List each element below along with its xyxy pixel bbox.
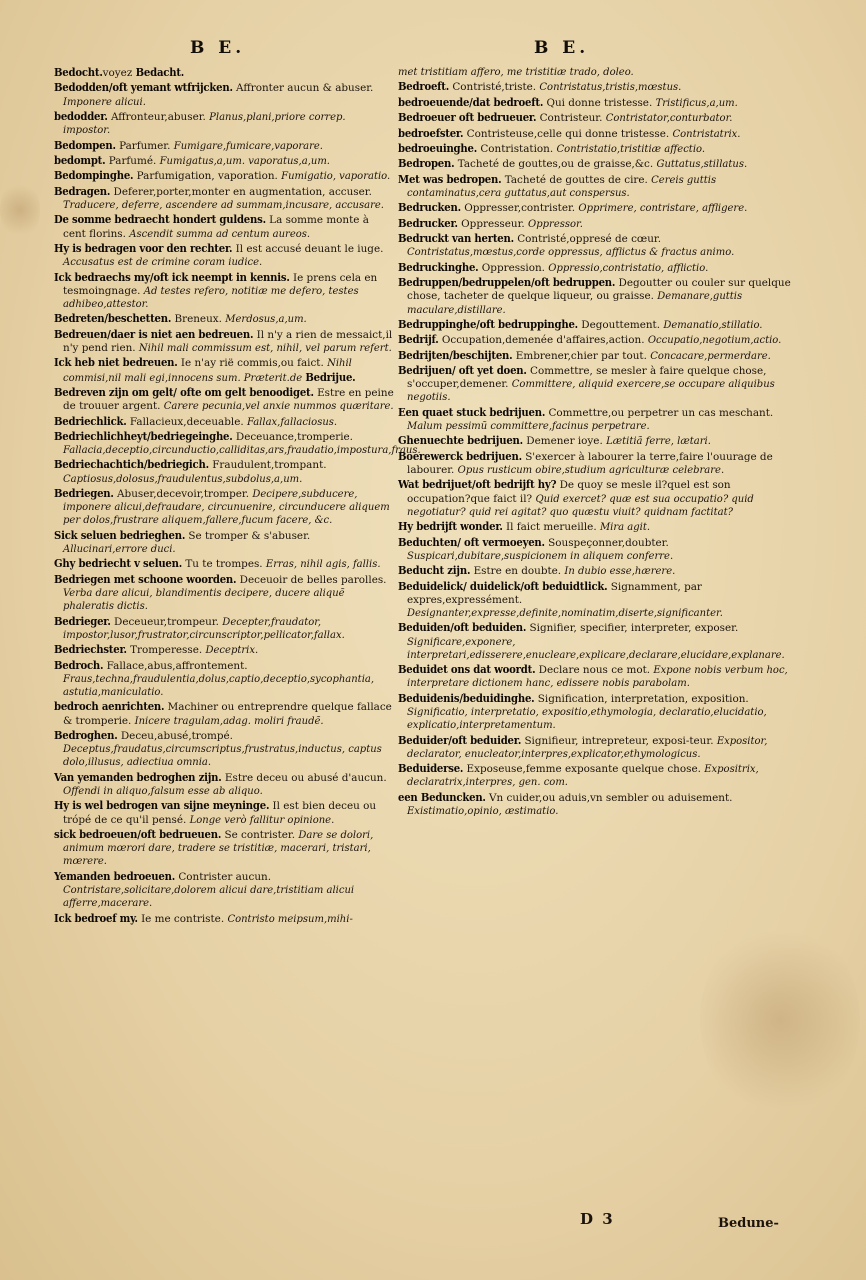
french-gloss: Tacheté de gouttes,ou de graisse,&c. (454, 158, 657, 171)
headword: Bedruppinghe/oft bedruppinghe. (398, 316, 578, 331)
headword: bedodder. (54, 108, 108, 123)
dictionary-entry (398, 478, 791, 519)
headword: Bedroeuer oft bedrueuer. (398, 110, 537, 125)
latin-gloss: Contristator,conturbator. (605, 113, 733, 125)
latin-gloss: Ad testes refero, notitiæ me defero, testes adhibeo,attestor. (63, 285, 359, 310)
latin-gloss: Expositor, declarator, enucleator,interpres,explicator,ethymologicus. (407, 735, 768, 760)
latin-gloss: Captiosus,dolosus,fraudulentus,subdolus,a,um. (63, 473, 303, 485)
french-gloss: Breneux. (171, 313, 226, 326)
headword: Van yemanden bedroghen zijn. (54, 769, 222, 784)
latin-gloss: Committere, aliquid exercere,se occupare aliquibus negotiis. (407, 379, 775, 404)
latin-gloss: Oppressor. (528, 218, 583, 230)
right-column (398, 66, 791, 819)
headword: Bedragen. (54, 183, 111, 198)
dictionary-entry (54, 242, 394, 269)
headword: De somme bedraecht hondert guldens. (54, 212, 266, 227)
french-gloss: Contristeuse,celle qui donne tristesse. (463, 127, 673, 140)
headword: Bedriegen. (54, 486, 114, 501)
headword: Ghy bedriecht v seluen. (54, 556, 183, 571)
latin-gloss: Designanter,expresse,definite,nominatim,diserte,significanter. (407, 608, 723, 620)
headword: Bedrijten/beschijten. (398, 347, 513, 362)
latin-gloss: Significare,exponere, interpretari,edisserere,enucleare,explicare,declarare,elucidare,explanare. (407, 636, 785, 661)
headword: bedroch aenrichten. (54, 699, 165, 714)
french-gloss: Oppresser,contrister. (460, 202, 579, 215)
headword: bedroefster. (398, 125, 464, 140)
latin-gloss: Lætitiã ferre, lætari. (606, 436, 711, 448)
dictionary-entry (398, 318, 791, 332)
latin-gloss: Oppressio,contristatio, afflictio. (548, 262, 709, 274)
french-gloss: Demener ioye. (522, 435, 607, 448)
dictionary-entry (54, 828, 394, 869)
headword: Hy is wel bedrogen van sijne meyninge. (54, 798, 270, 813)
dictionary-entry (398, 349, 791, 363)
french-gloss: Estre en doubte. (470, 565, 565, 578)
french-gloss: Embrener,chier par tout. (512, 349, 651, 362)
headword: bedroeuende/dat bedroeft. (398, 94, 544, 109)
latin-gloss: Significatio, interpretatio, expositio,ethymologia, declaratio,elucidatio, explicatio,interpretamentum. (407, 707, 767, 732)
latin-gloss: Decipere,subducere, imponere alicui,defraudare, circunuenire, circunducere aliquem per dolos,frustrare aliquem,fallere,fucum facere, &c. (63, 489, 390, 527)
latin-gloss: Carere pecunia,vel anxie nummos quæritare. (163, 401, 394, 413)
latin-gloss: Deceptus,fraudatus,circumscriptus,frustratus,inductus, captus dolo,illusus, adiectiua omnia. (63, 744, 382, 769)
dictionary-entry (398, 142, 791, 156)
dictionary-entry (54, 912, 394, 926)
headword: een Beduncken. (398, 789, 486, 804)
headword: Beduidet ons dat woordt. (398, 662, 536, 677)
french-gloss: Signification, interpretation, exposition. (534, 692, 749, 705)
dictionary-entry (54, 529, 394, 556)
headword: Met was bedropen. (398, 171, 502, 186)
dictionary-entry (54, 615, 394, 642)
dictionary-entry (54, 557, 394, 571)
dictionary-entry (54, 771, 394, 798)
cross-reference: Bedrijue. (305, 369, 356, 384)
latin-gloss: Demanatio,stillatio. (663, 319, 763, 331)
headword: Bedodden/oft yemant wtfrijcken. (54, 80, 233, 95)
dictionary-entry (398, 276, 791, 317)
latin-gloss: Contristare,solicitare,dolorem alicui dare,tristitiam alicui afferre,macerare. (63, 885, 355, 910)
french-gloss: Estre en peine de trouuer argent. (63, 386, 394, 413)
dictionary-entry (398, 333, 791, 347)
french-gloss: Se contrister. (221, 829, 299, 842)
headword: sick bedroeuen/oft bedrueuen. (54, 827, 222, 842)
dictionary-entry (398, 520, 791, 534)
french-gloss: Oppresseur. (457, 217, 529, 230)
french-gloss: Contristation. (477, 142, 557, 155)
dictionary-entry (398, 173, 791, 200)
french-gloss: Parfumer. (115, 139, 174, 152)
headword: Yemanden bedroeuen. (54, 868, 176, 883)
french-gloss: Ie me contriste. (137, 912, 228, 925)
headword: Beduiden/oft beduiden. (398, 620, 527, 635)
dictionary-entry (54, 870, 394, 911)
running-header-left: B E. (190, 38, 246, 58)
dictionary-entry (398, 232, 791, 259)
latin-gloss: Fallacia,deceptio,circunductio,calliditas,ars,fraudatio,impostura,fraus. (63, 445, 421, 457)
french-gloss: Ie n'ay rië commis,ou faict. (177, 357, 328, 370)
french-gloss: Deceueur,trompeur. (110, 615, 223, 628)
latin-gloss: Expositrix, declaratrix,interpres, gen. com. (407, 764, 759, 789)
dictionary-entry (398, 111, 791, 125)
french-gloss: Tacheté de gouttes de cire. (501, 173, 652, 186)
dictionary-entry (398, 217, 791, 231)
headword: Sick seluen bedrieghen. (54, 527, 186, 542)
french-gloss: Contristeur. (536, 112, 606, 125)
paper-stain (0, 180, 40, 240)
headword: Bedroch. (54, 657, 104, 672)
latin-gloss: Fallax,fallaciosus. (246, 416, 338, 428)
dictionary-entry (54, 139, 394, 153)
french-gloss: Fallace,abus,affrontement. (103, 659, 248, 672)
dictionary-entry (54, 386, 394, 413)
french-gloss: Abuser,decevoir,tromper. (113, 488, 253, 501)
french-gloss: Signifieur, intrepreteur, exposi-teur. (521, 734, 717, 747)
french-gloss: Fallacieux,deceuable. (126, 415, 247, 428)
french-gloss: Deferer,porter,monter en augmentation, accuser. (110, 185, 372, 198)
dictionary-entry (54, 428, 421, 457)
dictionary-entry (54, 110, 394, 137)
headword: Beduidenis/beduidinghe. (398, 690, 535, 705)
french-gloss: Il est bien deceu ou trópé de ce qu'il pensé. (63, 800, 377, 826)
dictionary-entry (398, 127, 791, 141)
latin-gloss: Malum pessimũ committere,facinus perpetrare. (407, 421, 650, 433)
dictionary-entry (54, 573, 394, 614)
french-gloss: Degoutter ou couler sur quelque chose, tacheter de quelque liqueur, ou graisse. (407, 277, 791, 303)
latin-gloss: Suspicari,dubitare,suspicionem in aliquem conferre. (407, 550, 674, 562)
french-gloss: Affronter aucun & abuser. (232, 82, 374, 95)
french-gloss: Commettre,ou perpetrer un cas meschant. (545, 406, 774, 419)
latin-gloss: Longe verò fallitur opinione. (189, 814, 335, 826)
latin-gloss: Traducere, deferre, ascendere ad summam,incusare, accusare. (63, 199, 384, 211)
dictionary-entry (54, 328, 394, 355)
headword: Bedocht. (54, 65, 103, 79)
dictionary-entry (398, 564, 791, 578)
latin-gloss: Nihil commisi,nil mali egi,innocens sum. Præterit.de (63, 358, 352, 384)
french-gloss: Parfumigation, vaporation. (133, 170, 282, 183)
headword: Bedrijf. (398, 332, 439, 347)
french-gloss: Tu te trompes. (182, 558, 266, 571)
latin-gloss: Inicere tragulam,adag. moliri fraudẽ. (134, 715, 324, 727)
latin-gloss: Cereis guttis contaminatus,cera guttatus,aut conspersus. (407, 174, 717, 199)
headword: Bedriegen met schoone woorden. (54, 571, 237, 586)
latin-gloss: Concacare,permerdare. (650, 350, 771, 362)
dictionary-entry (398, 734, 791, 761)
dictionary-entry (54, 154, 394, 168)
french-gloss: S'exercer à labourer la terre,faire l'ouurage de labourer. (407, 450, 773, 477)
signature-mark: D 3 (580, 1210, 615, 1228)
french-gloss: Affronteur,abuser. (107, 110, 210, 123)
dictionary-entry (54, 185, 394, 212)
dictionary-entry (54, 356, 394, 384)
latin-gloss: Demanare,guttis maculare,distillare. (407, 291, 743, 316)
latin-gloss: Contristatio,tristitiæ affectio. (556, 143, 706, 155)
french-gloss: Exposeuse,femme exposante quelque chose. (463, 763, 705, 776)
french-gloss: Degouttement. (577, 318, 664, 331)
dictionary-entry (54, 81, 394, 108)
catchword: Bedune- (718, 1216, 779, 1231)
french-gloss: Parfumé. (105, 154, 160, 167)
headword: Bedreuen/daer is niet aen bedreuen. (54, 326, 254, 341)
headword: Bedrijuen/ oft yet doen. (398, 363, 527, 378)
latin-gloss: Quid exercet? quæ est sua occupatio? quid negotiatur? quid rei agitat? quo quæstu viuit? quidnam factitat? (407, 493, 754, 518)
cross-reference: Bedacht. (135, 65, 185, 79)
headword: Bedrucker. (398, 215, 458, 230)
headword: Bedruppen/bedruppelen/oft bedruppen. (398, 275, 616, 290)
french-gloss: Il est accusé deuant le iuge. (232, 242, 384, 255)
headword: Bedruckt van herten. (398, 231, 514, 246)
latin-gloss: Verba dare alicui, blandimentis decipere, ducere aliquẽ phaleratis dictis. (63, 588, 345, 613)
headword: Boerewerck bedrijuen. (398, 448, 522, 463)
latin-gloss: met tristitiam affero, me tristitiæ trado, doleo. (398, 67, 634, 78)
headword: Bedroeft. (398, 79, 450, 94)
french-gloss: Deceu,abusé,trompé. (117, 730, 233, 743)
latin-gloss: Contristo meipsum,mihi- (227, 913, 353, 925)
headword: Een quaet stuck bedrijuen. (398, 404, 546, 419)
latin-gloss: Erras, nihil agis, fallis. (265, 559, 381, 571)
dictionary-entry (398, 692, 791, 733)
latin-gloss: Dare se dolori, animum mœrori dare, tradere se tristitiæ, macerari, tristari, mœrere. (63, 830, 374, 868)
dictionary-entry (398, 96, 791, 110)
headword: Hy is bedragen voor den rechter. (54, 240, 233, 255)
french-gloss: Machiner ou entreprendre quelque fallace & tromperie. (63, 701, 392, 727)
dictionary-entry (398, 762, 791, 789)
dictionary-entry (54, 799, 394, 826)
french-gloss: Occupation,demenée d'affaires,action. (438, 334, 648, 347)
headword: Bedreven zijn om gelt/ ofte om gelt benoodiget. (54, 384, 314, 399)
dictionary-entry (54, 659, 394, 700)
running-header-right: B E. (534, 38, 590, 58)
headword: Ick heb niet bedreuen. (54, 355, 178, 370)
french-gloss: Signamment, par expres,expressément. (407, 580, 702, 606)
dictionary-entry (398, 66, 791, 79)
dictionary-entry (54, 729, 394, 770)
french-gloss: Contristé,oppresé de cœur. (513, 233, 662, 246)
dictionary-entry (398, 201, 791, 215)
latin-gloss: Opus rusticum obire,studium agriculturæ celebrare. (457, 465, 725, 477)
french-gloss: Contristé,triste. (449, 81, 540, 94)
dictionary-entry (398, 536, 791, 563)
latin-gloss: Tristificus,a,um. (655, 97, 738, 109)
headword: Bedropen. (398, 156, 455, 171)
latin-gloss: Expone nobis verbum hoc, interpretare dictionem hanc, edissere nobis parabolam. (407, 665, 788, 690)
latin-gloss: Mira agit. (599, 522, 651, 534)
headword: Bedriechlichheyt/bedriegeinghe. (54, 428, 233, 443)
latin-gloss: Accusatus est de crimine coram iudice. (63, 257, 263, 269)
dictionary-entry (54, 415, 394, 429)
latin-gloss: Deceptrix. (205, 645, 259, 657)
french-gloss: Tromperesse. (126, 644, 206, 657)
french-gloss: Deceuoir de belles parolles. (236, 573, 387, 586)
dictionary-entry (54, 700, 394, 727)
latin-gloss: Opprimere, contristare, affligere. (578, 203, 748, 215)
headword: bedroeuinghe. (398, 140, 478, 155)
headword: Beduchten/ oft vermoeyen. (398, 534, 545, 549)
dictionary-entry (54, 312, 394, 326)
dictionary-entry (54, 458, 394, 485)
french-gloss: Il faict merueille. (502, 521, 600, 534)
dictionary-entry (54, 487, 394, 528)
dictionary-entry (54, 643, 394, 657)
dictionary-entry (398, 434, 791, 448)
dictionary-entry (398, 364, 791, 405)
latin-gloss: Offendi in aliquo,falsum esse ab aliquo. (63, 786, 263, 798)
headword: Bedriechlick. (54, 413, 127, 428)
headword: Ick bedraechs my/oft ick neempt in kennis. (54, 269, 290, 284)
headword: Bedriechster. (54, 642, 127, 657)
french-gloss: De quoy se mesle il?quel est son occupation?que faict il? (407, 479, 731, 505)
dictionary-entry (398, 663, 791, 690)
latin-gloss: Planus,plani,priore correp. impostor. (63, 111, 346, 137)
latin-gloss: Fumigare,fumicare,vaporare. (173, 140, 323, 152)
french-gloss: Fraudulent,trompant. (208, 459, 327, 472)
latin-gloss: Fumigatio, vaporatio. (281, 171, 391, 183)
latin-gloss: Ascendit summa ad centum aureos. (129, 228, 311, 240)
french-gloss: Ie prens cela en tesmoingnage. (63, 271, 378, 297)
latin-gloss: Fumigatus,a,um. vaporatus,a,um. (159, 155, 330, 167)
headword: Hy bedrijft wonder. (398, 519, 503, 534)
latin-gloss: Contristatus,tristis,mœstus. (539, 82, 682, 94)
dictionary-entry (398, 791, 791, 818)
dictionary-entry (398, 80, 791, 94)
latin-gloss: Existimatio,opinio, æstimatio. (407, 805, 559, 817)
latin-gloss: Decepter,fraudator, impostor,lusor,frustrator,circunscriptor,pellicator,fallax. (63, 616, 345, 641)
headword: Wat bedrijuet/oft bedrijft hy? (398, 477, 557, 492)
latin-gloss: In dubio esse,hærere. (564, 566, 676, 578)
dictionary-entry (54, 66, 394, 80)
paper-stain (700, 920, 860, 1120)
headword: Bedrieger. (54, 613, 111, 628)
french-gloss: Signifier, specifier, interpreter, exposer. (526, 622, 739, 635)
french-gloss: La somme monte à cent florins. (63, 214, 369, 240)
headword: Bedroghen. (54, 728, 118, 743)
french-gloss: Il n'y a rien de messaict,il n'y pend rien. (63, 328, 393, 354)
french-gloss: Declare nous ce mot. (535, 664, 654, 677)
french-gloss: Commettre, se mesler à faire quelque chose, s'occuper,demener. (407, 365, 767, 391)
dictionary-entry (54, 213, 394, 240)
headword: Bedompen. (54, 137, 116, 152)
latin-gloss: Nihil mali commissum est, nihil, vel parum refert. (138, 342, 392, 354)
dictionary-entry (398, 450, 791, 477)
french-gloss: Souspeçonner,doubter. (544, 536, 669, 549)
french-gloss: Contrister aucun. (175, 870, 272, 883)
dictionary-entry (398, 580, 791, 621)
headword: bedompt. (54, 152, 106, 167)
latin-gloss: Contristatrix. (672, 128, 741, 140)
headword: Bedriechachtich/bedriegich. (54, 457, 209, 472)
latin-gloss: Merdosus,a,um. (225, 314, 307, 326)
headword: Beducht zijn. (398, 563, 471, 578)
french-gloss: Qui donne tristesse. (543, 96, 656, 109)
french-gloss: Se tromper & s'abuser. (185, 529, 311, 542)
latin-gloss: Guttatus,stillatus. (656, 159, 748, 171)
french-gloss: Deceuance,tromperie. (232, 430, 353, 443)
latin-gloss: Contristatus,mœstus,corde oppressus, afflictus & fractus animo. (407, 247, 735, 259)
latin-gloss: Fraus,techna,fraudulentia,dolus,captio,deceptio,sycophantia, astutia,maniculatio. (63, 673, 375, 699)
french-gloss: Estre deceu ou abusé d'aucun. (221, 771, 387, 784)
dictionary-entry (398, 621, 791, 662)
dictionary-entry (398, 157, 791, 171)
headword: Bedrucken. (398, 200, 461, 215)
latin-gloss: Imponere alicui. (63, 96, 146, 108)
headword: Bedruckinghe. (398, 259, 479, 274)
headword: Ghenuechte bedrijuen. (398, 433, 523, 448)
headword: Beduider/oft beduider. (398, 732, 522, 747)
latin-gloss: Allucinari,errore duci. (63, 544, 176, 556)
headword: Beduiderse. (398, 761, 464, 776)
french-gloss: voyez (102, 67, 136, 79)
french-gloss: Vn cuider,ou aduis,vn sembler ou aduisement. (485, 791, 733, 804)
headword: Ick bedroef my. (54, 910, 138, 925)
headword: Bedompinghe. (54, 168, 134, 183)
dictionary-entry (54, 169, 394, 183)
latin-gloss: Occupatio,negotium,actio. (647, 335, 782, 347)
headword: Beduidelick/ duidelick/oft beduidtlick. (398, 578, 608, 593)
dictionary-entry (54, 271, 394, 312)
dictionary-entry (398, 261, 791, 275)
french-gloss: Oppression. (478, 261, 549, 274)
headword: Bedreten/beschetten. (54, 311, 172, 326)
dictionary-entry (398, 406, 791, 433)
